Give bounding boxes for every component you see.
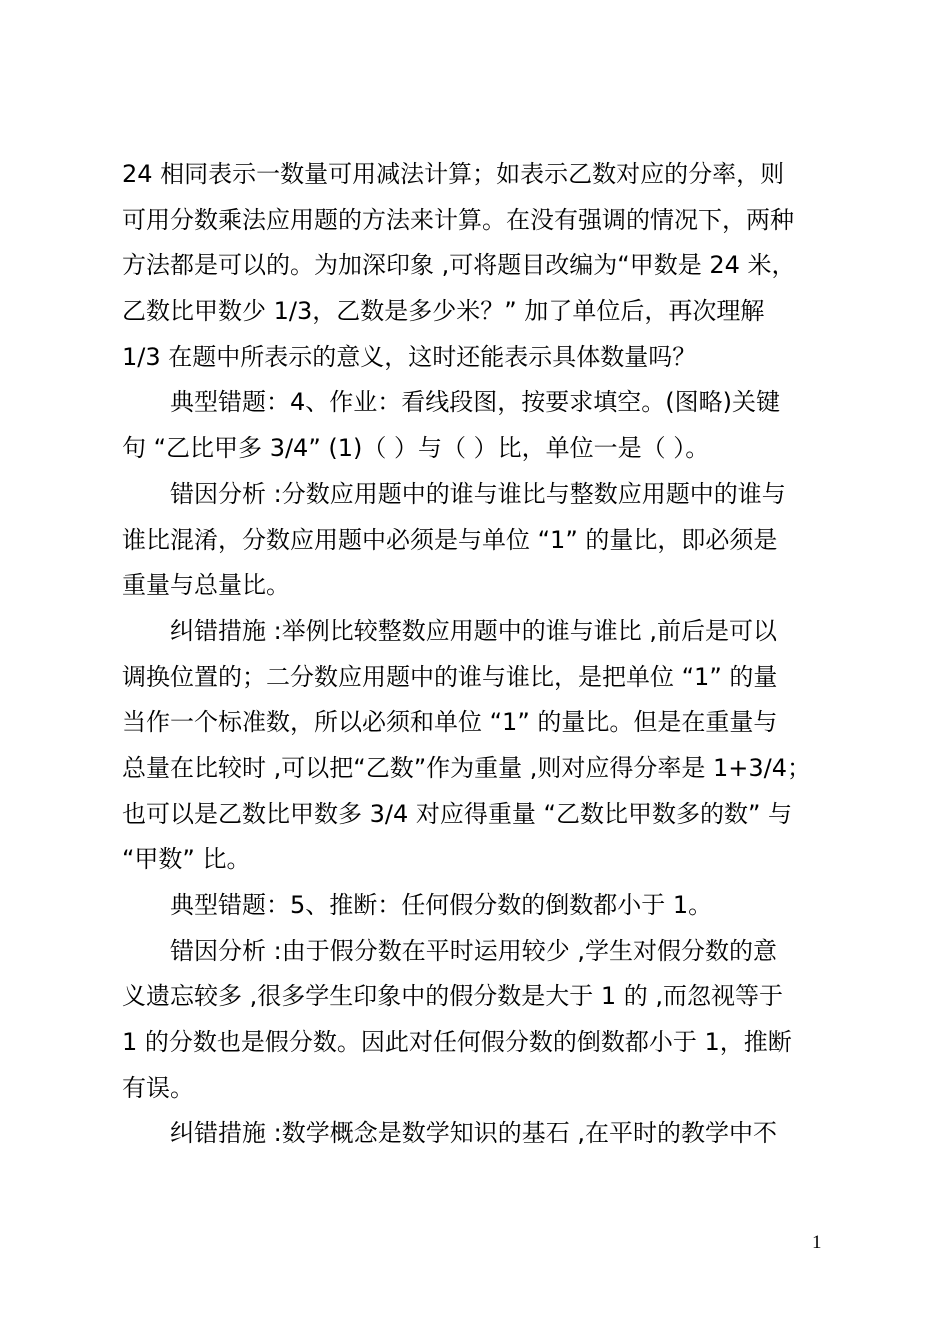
text-line: 错因分析 :由于假分数在平时运用较少 ,学生对假分数的意 [170,936,777,965]
text-line: 有误。 [122,1073,194,1102]
text-line: 当作一个标准数，所以必须和单位 “1” 的量比。但是在重量与 [122,708,778,737]
text-line: 谁比混淆，分数应用题中必须是与单位 “1” 的量比，即必须是 [122,525,778,554]
text-line: 方法都是可以的。为加深印象 ,可将题目改编为“甲数是 24 米， [122,251,796,280]
text-line: 典型错题：5、推断：任何假分数的倒数都小于 1。 [170,891,713,919]
text-line: 重量与总量比。 [122,571,290,600]
text-line: 24 相同表示一数量可用减法计算；如表示乙数对应的分率，则 [122,160,785,188]
text-line: 可用分数乘法应用题的方法来计算。在没有强调的情况下，两种 [122,205,794,234]
text-line: 错因分析 :分数应用题中的谁与谁比与整数应用题中的谁与 [170,479,786,508]
text-line: 纠错措施 :数学概念是数学知识的基石 ,在平时的教学中不 [170,1119,777,1148]
page-number: 1 [812,1232,822,1253]
text-line: 句 “乙比甲多 3/4” (1)（ ）与（ ）比，单位一是（ ）。 [122,434,710,463]
text-line: 1/3 在题中所表示的意义，这时还能表示具体数量吗？ [122,342,697,371]
text-line: 纠错措施 :举例比较整数应用题中的谁与谁比 ,前后是可以 [170,616,777,645]
text-line: 1 的分数也是假分数。因此对任何假分数的倒数都小于 1，推断 [122,1028,792,1057]
text-line: 义遗忘较多 ,很多学生印象中的假分数是大于 1 的 ,而忽视等于 [122,982,784,1011]
text-line: 乙数比甲数少 1/3，乙数是多少米？” 加了单位后，再次理解 [122,297,765,326]
text-line: “甲数” 比。 [122,845,251,874]
text-line: 调换位置的；二分数应用题中的谁与谁比，是把单位 “1” 的量 [122,662,778,691]
text-line: 也可以是乙数比甲数多 3/4 对应得重量 “乙数比甲数多的数” 与 [122,799,793,828]
body-text [122,152,828,1157]
text-line: 总量在比较时 ,可以把“乙数”作为重量 ,则对应得分率是 1+3/4； [122,753,812,782]
text-line: 典型错题：4、作业：看线段图，按要求填空。(图略)关键 [170,388,780,417]
